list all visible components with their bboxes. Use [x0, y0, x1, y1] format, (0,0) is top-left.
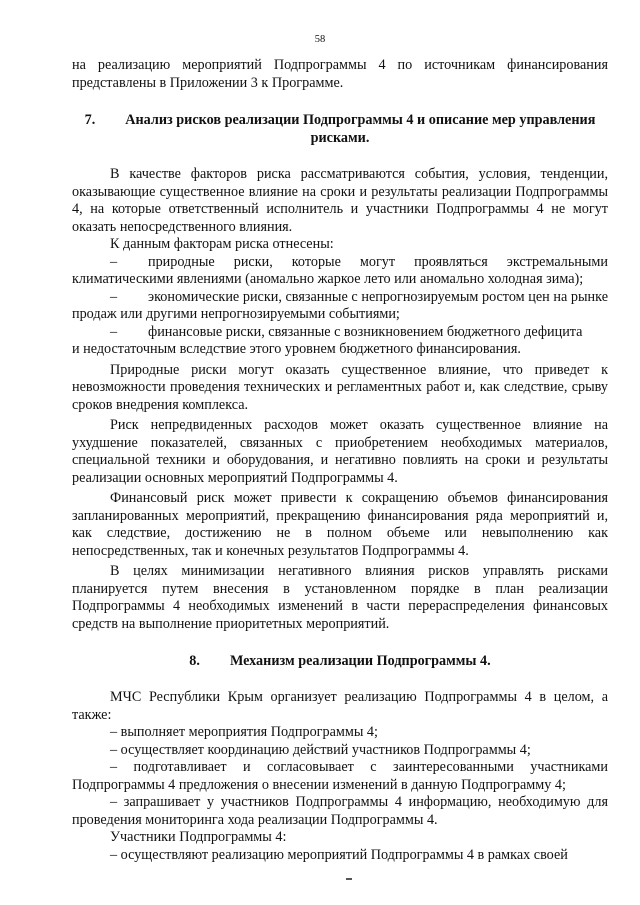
section-8-item-3: – подготавливает и согласовывает с заинтересованными участниками Подпрограммы 4 предложения о внесении изменений в данную Подпрограмму 4;: [72, 759, 608, 793]
section-7-paragraph-1: В качестве факторов риска рассматриваются события, условия, тенденции, оказывающие существенное влияние на сроки и результаты реализации Подпрограммы 4, на которые ответственный исполнитель и участники Подпрограммы 4 не могут оказать непосредственного влияния.: [72, 166, 608, 235]
section-7-title: Анализ рисков реализации Подпрограммы 4 и описание мер управления рисками.: [125, 112, 596, 146]
section-7-paragraph-5: Риск непредвиденных расходов может оказать существенное влияние на ухудшение показателей, связанных с приобретением необходимых материалов, специальной техники и оборудования, и негативно повлиять на сроки и результаты реализации основных мероприятий Подпрограммы 4.: [72, 417, 608, 486]
section-7-paragraph-2: К данным факторам риска отнесены:: [110, 236, 334, 252]
page-number: 58: [314, 34, 326, 45]
pen-stroke-mark: [346, 878, 352, 880]
section-7-paragraph-6: Финансовый риск может привести к сокращению объемов финансирования запланированных мероприятий, прекращению финансирования ряда мероприятий и, как следствие, достижению не в полном объеме или невыполнению как непосредственных, так и конечных результатов Подпрограммы 4.: [72, 490, 608, 559]
risk-item-text: финансовые риски, связанные с возникновением бюджетного дефицита: [148, 323, 583, 340]
section-7-paragraph-7: В целях минимизации негативного влияния рисков управлять рисками планируется путем внесения в установленном порядке в план реализации Подпрограммы 4 необходимых изменений в части перераспределения финансовых средств на выполнение приоритетных мероприятий.: [72, 563, 608, 632]
risk-item-economic: [72, 289, 608, 324]
risk-item-natural: [72, 254, 608, 289]
section-8-item-5: – осуществляют реализацию мероприятий Подпрограммы 4 в рамках своей: [110, 846, 568, 863]
intro-paragraph: на реализацию мероприятий Подпрограммы 4 по источникам финансирования представлены в Приложении 3 к Программе.: [72, 57, 608, 91]
section-7-number: 7.: [84, 112, 96, 128]
document-body: [72, 57, 608, 864]
section-8-paragraph-2: Участники Подпрограммы 4:: [110, 829, 287, 845]
section-7-paragraph-3: и недостаточным вследствие этого уровнем бюджетного финансирования.: [72, 341, 521, 357]
risk-item-financial: [72, 324, 608, 342]
section-8-title: Механизм реализации Подпрограммы 4.: [229, 653, 491, 669]
section-8-paragraph-1: МЧС Республики Крым организует реализацию Подпрограммы 4 в целом, а также:: [72, 689, 608, 723]
section-8-number: 8.: [189, 653, 200, 669]
dash-marker: –: [110, 323, 118, 340]
section-7-heading: [72, 111, 608, 147]
dash-marker: –: [110, 288, 118, 305]
section-8-heading: [72, 652, 608, 670]
section-8-item-2: – осуществляет координацию действий участников Подпрограммы 4;: [110, 741, 531, 758]
risk-item-text: природные риски, которые могут проявляться экстремальными климатическими явлениями (аномально жаркое лето или аномально холодная зима);: [72, 253, 608, 287]
dash-marker: –: [110, 253, 118, 270]
section-7-paragraph-4: Природные риски могут оказать существенное влияние, что приведет к невозможности проведения технических и регламентных работ и, как следствие, срыву сроков внедрения комплекса.: [72, 361, 608, 413]
section-8-item-1: – выполняет мероприятия Подпрограммы 4;: [110, 724, 378, 740]
section-8-item-4: – запрашивает у участников Подпрограммы 4 информацию, необходимую для проведения мониторинга хода реализации Подпрограммы 4.: [72, 794, 608, 828]
risk-item-text: экономические риски, связанные с непрогнозируемым ростом цен на рынке продаж или другими непрогнозируемыми событиями;: [72, 288, 608, 322]
